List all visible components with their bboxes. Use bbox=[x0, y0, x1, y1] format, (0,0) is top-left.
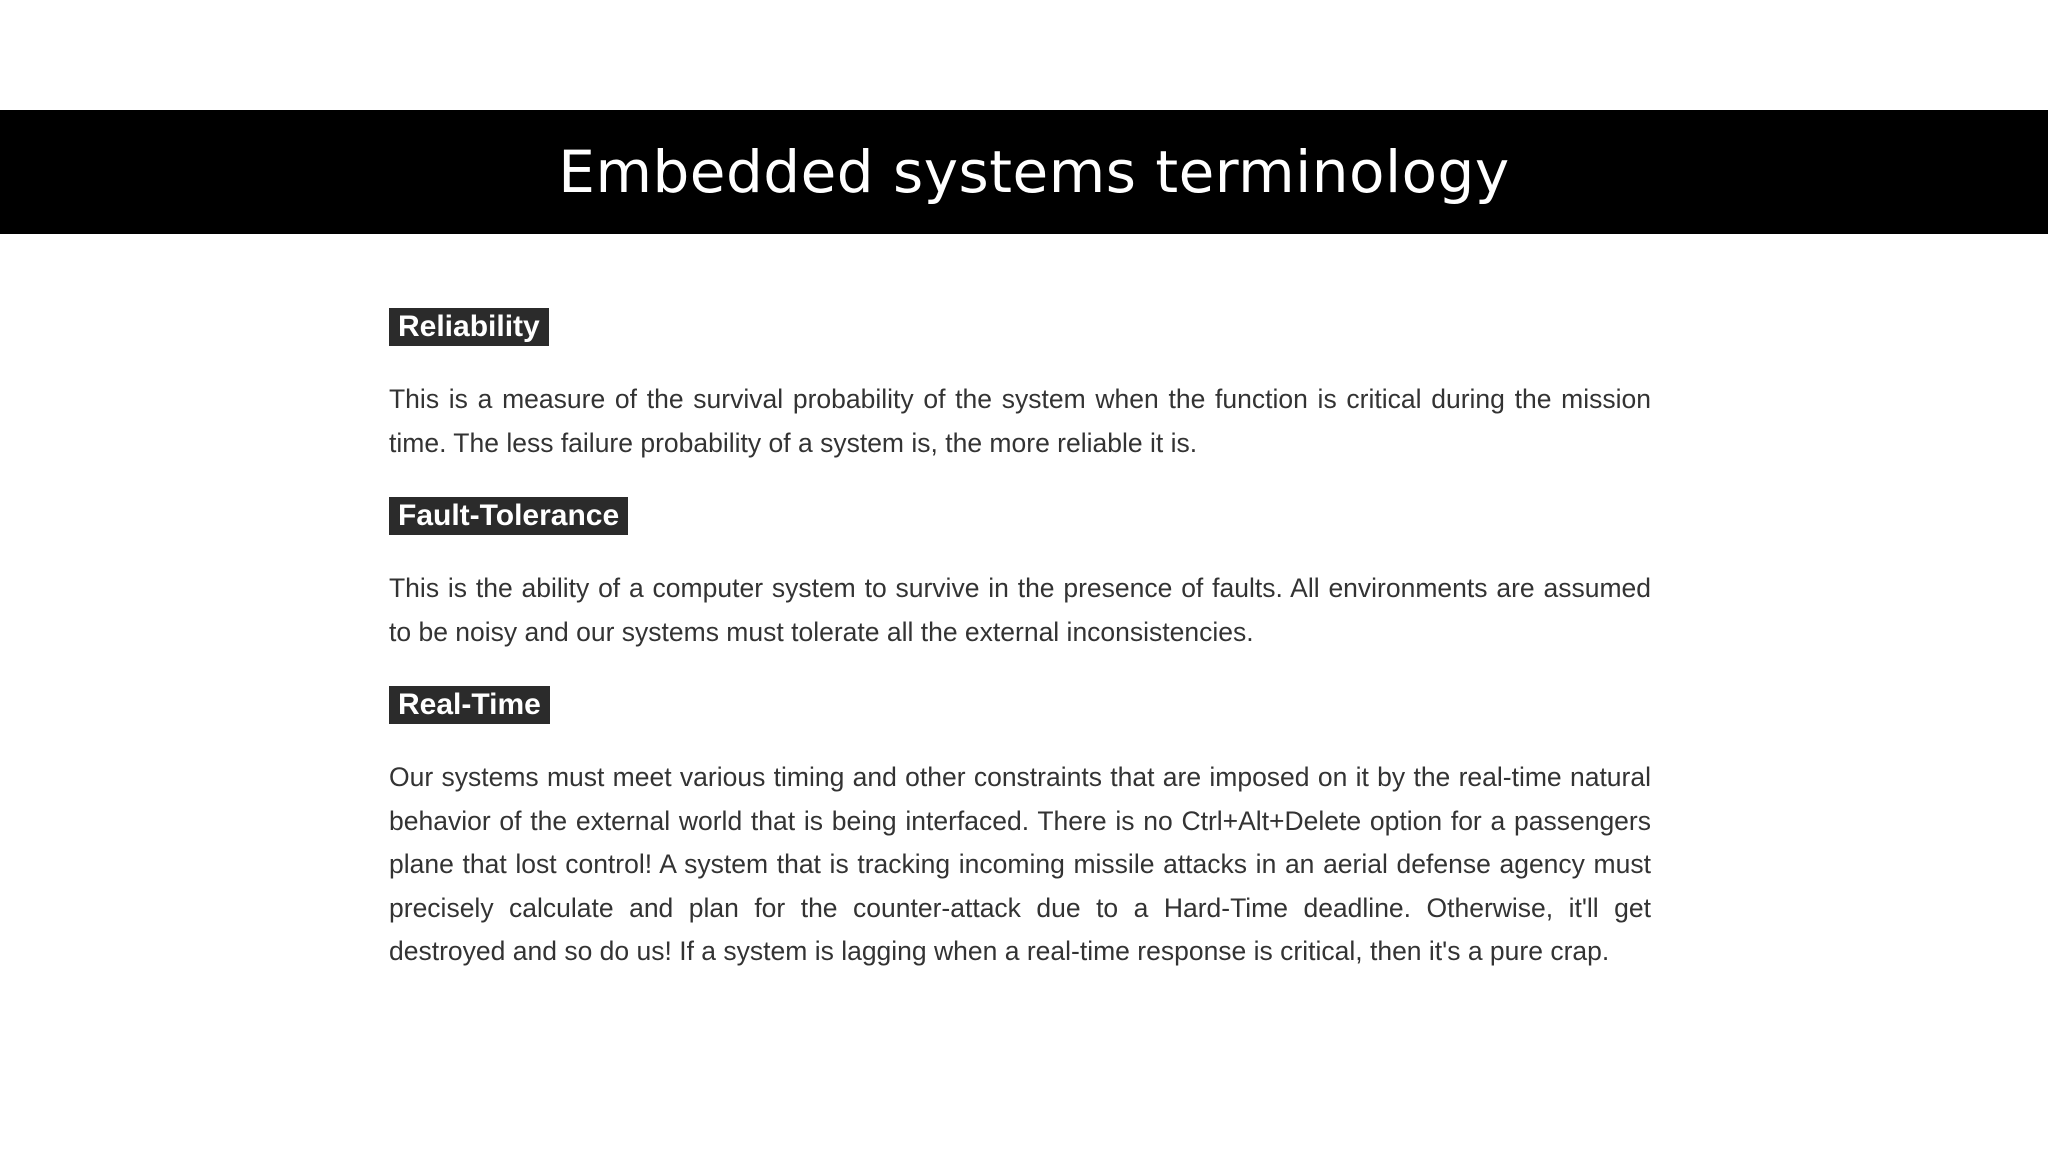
section-reliability bbox=[389, 308, 1651, 465]
heading-reliability: Reliability bbox=[389, 308, 549, 346]
slide-content bbox=[389, 308, 1651, 974]
paragraph-real-time: Our systems must meet various timing and other constraints that are imposed on it by the real-time natural behavior of the external world that is being interfaced. There is no Ctrl+Alt+Delete option for a passengers plane that lost control! A system that is tracking incoming missile attacks in an aerial defense agency must precisely calculate and plan for the counter-attack due to a Hard-Time deadline. Otherwise, it'll get destroyed and so do us! If a system is lagging when a real-time response is critical, then it's a pure crap. bbox=[389, 762, 1651, 966]
section-real-time bbox=[389, 686, 1651, 974]
heading-real-time: Real-Time bbox=[389, 686, 550, 724]
title-bar bbox=[0, 110, 2048, 234]
paragraph-fault-tolerance: This is the ability of a computer system to survive in the presence of faults. All environments are assumed to be noisy and our systems must tolerate all the external inconsistencies. bbox=[389, 573, 1651, 647]
paragraph-reliability: This is a measure of the survival probability of the system when the function is critical during the mission time. The less failure probability of a system is, the more reliable it is. bbox=[389, 384, 1651, 458]
section-fault-tolerance bbox=[389, 497, 1651, 654]
slide-title: Embedded systems terminology bbox=[558, 138, 1510, 206]
heading-fault-tolerance: Fault-Tolerance bbox=[389, 497, 628, 535]
